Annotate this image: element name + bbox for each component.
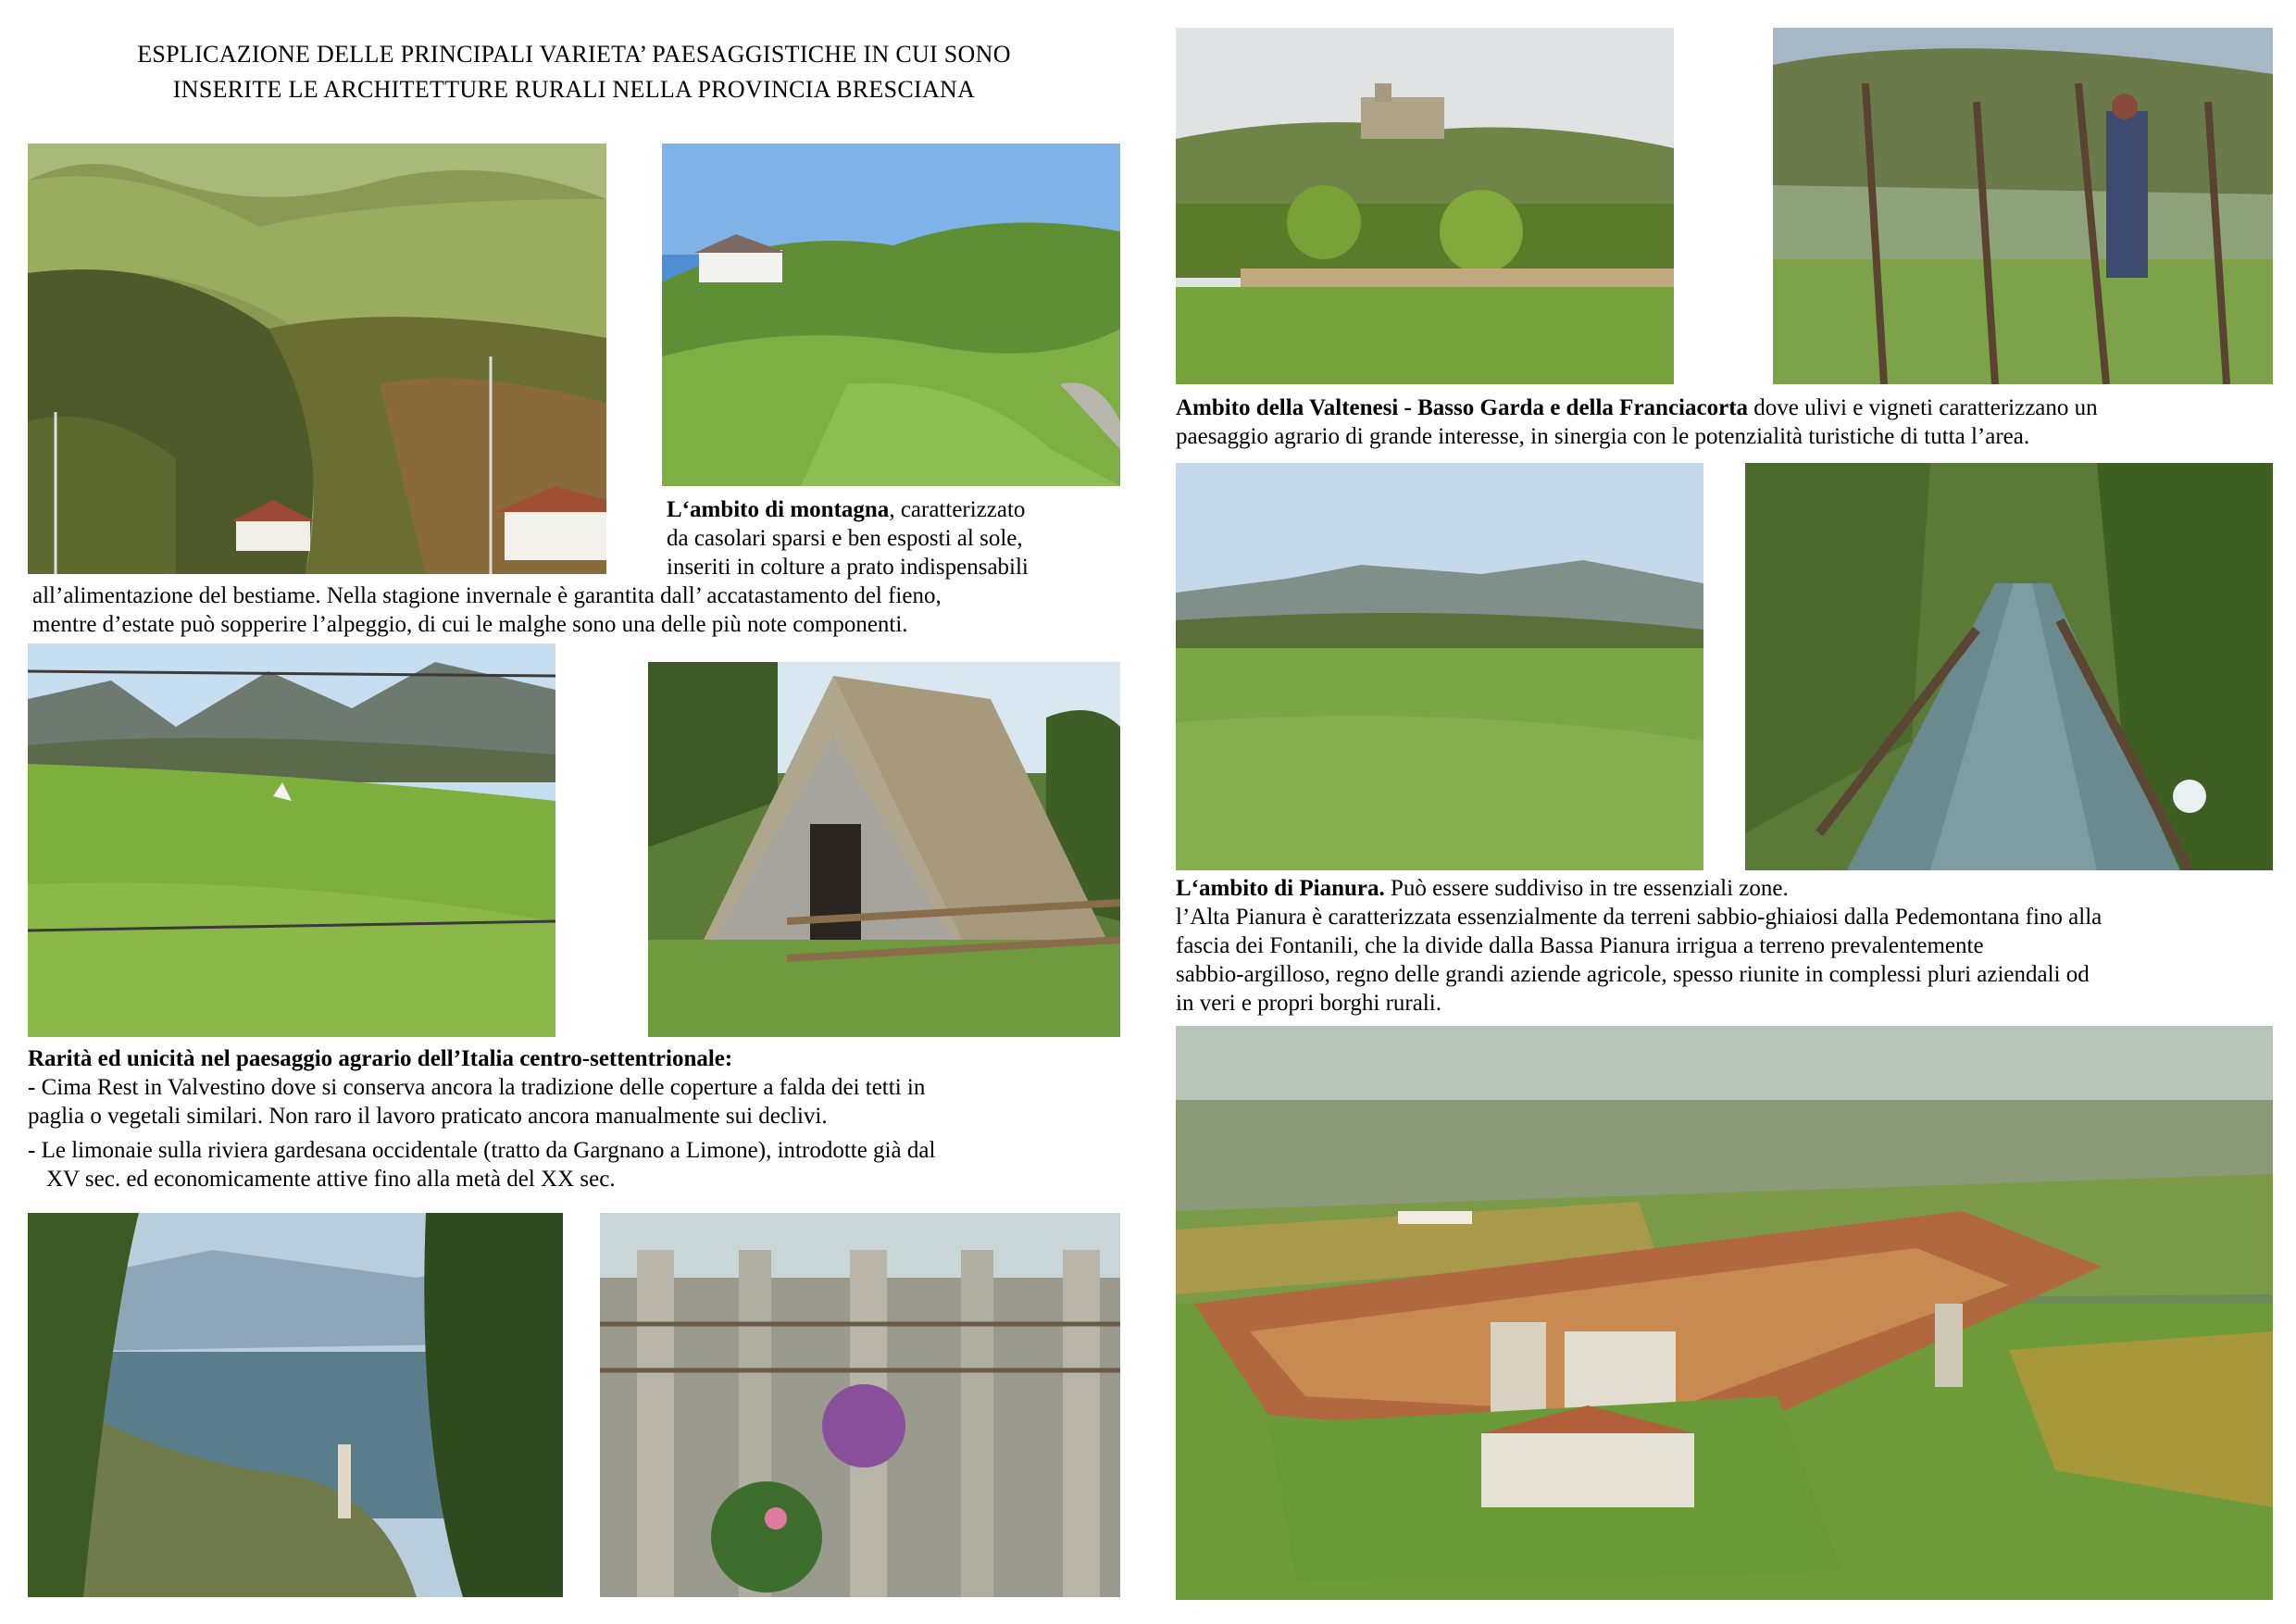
pianura-text-line3: fascia dei Fontanili, che la divide dalla Bassa Pianura irrigua a terreno prevalentemente — [1176, 933, 1984, 958]
valtenesi-text-line2: paesaggio agrario di grande interesse, in sinergia con le potenzialità turistiche di tutta l’area. — [1176, 424, 2030, 449]
pianura-text-line2: l’Alta Pianura è caratterizzata essenzialmente da terreni sabbio-ghiaiosi dalla Pedemontana fino alla — [1176, 905, 2103, 930]
montagna-text-line1: , caratterizzato — [889, 497, 1026, 522]
rarita-item2-line1: - Le limonaie sulla riviera gardesana occidentale (tratto da Gargnano a Limone), introdotte già dal — [28, 1138, 936, 1163]
photo-valtenesi-castle — [1176, 28, 1674, 384]
photo-irrigation-canal — [1745, 463, 2273, 870]
valtenesi-heading: Ambito della Valtenesi - Basso Garda e della Franciacorta — [1176, 395, 1749, 420]
photo-barbed-wire-meadow — [28, 643, 555, 1037]
montagna-text-right — [667, 495, 1029, 581]
photo-plain-field — [1176, 463, 1703, 870]
montagna-heading: L‘ambito di montagna — [667, 497, 890, 522]
montagna-text-wide — [32, 581, 942, 639]
page-title — [56, 37, 1092, 107]
montagna-text-line3: inseriti in colture a prato indispensabili — [667, 555, 1029, 580]
pianura-text-line5: in veri e propri borghi rurali. — [1176, 991, 1441, 1016]
montagna-text-line4: all’alimentazione del bestiame. Nella stagione invernale è garantita dall’ accatastamento del fieno, — [32, 583, 942, 608]
montagna-text-line5: mentre d’estate può sopperire l’alpeggio, di cui le malghe sono una delle più note componenti. — [32, 612, 908, 637]
rarita-section — [28, 1044, 935, 1193]
valtenesi-text-line1: dove ulivi e vigneti caratterizzano un — [1748, 395, 2098, 420]
rarita-item1-line1: - Cima Rest in Valvestino dove si conserva ancora la tradizione delle coperture a falda dei tetti in — [28, 1075, 926, 1100]
photo-mountain-meadow — [662, 144, 1120, 486]
valtenesi-section — [1176, 394, 2098, 451]
photo-limonaie — [600, 1213, 1120, 1597]
pianura-heading: L‘ambito di Pianura. — [1176, 876, 1385, 901]
pianura-text-line1: Può essere suddiviso in tre essenziali zone. — [1384, 876, 1789, 901]
rarita-item2-line2: XV sec. ed economicamente attive fino alla metà del XX sec. — [46, 1167, 616, 1192]
title-line-1: ESPLICAZIONE DELLE PRINCIPALI VARIETA’ PAESAGGISTICHE IN CUI SONO — [137, 41, 1011, 68]
photo-mountain-valley — [28, 144, 606, 574]
photo-vineyard — [1773, 28, 2273, 384]
photo-aerial-rural-village — [1176, 1026, 2273, 1600]
title-line-2: INSERITE LE ARCHITETTURE RURALI NELLA PROVINCIA BRESCIANA — [172, 76, 976, 103]
rarita-item1-line2: paglia o vegetali similari. Non raro il lavoro praticato ancora manualmente sui declivi. — [28, 1104, 828, 1129]
montagna-text-line2: da casolari sparsi e ben esposti al sole, — [667, 526, 1023, 551]
pianura-section — [1176, 874, 2102, 1018]
pianura-text-line4: sabbio-argilloso, regno delle grandi aziende agricole, spesso riunite in complessi pluri aziendali od — [1176, 962, 2090, 987]
rarita-heading: Rarità ed unicità nel paesaggio agrario dell’Italia centro-settentrionale: — [28, 1046, 733, 1071]
photo-thatched-hut — [648, 662, 1120, 1037]
photo-lake-garda — [28, 1213, 563, 1597]
